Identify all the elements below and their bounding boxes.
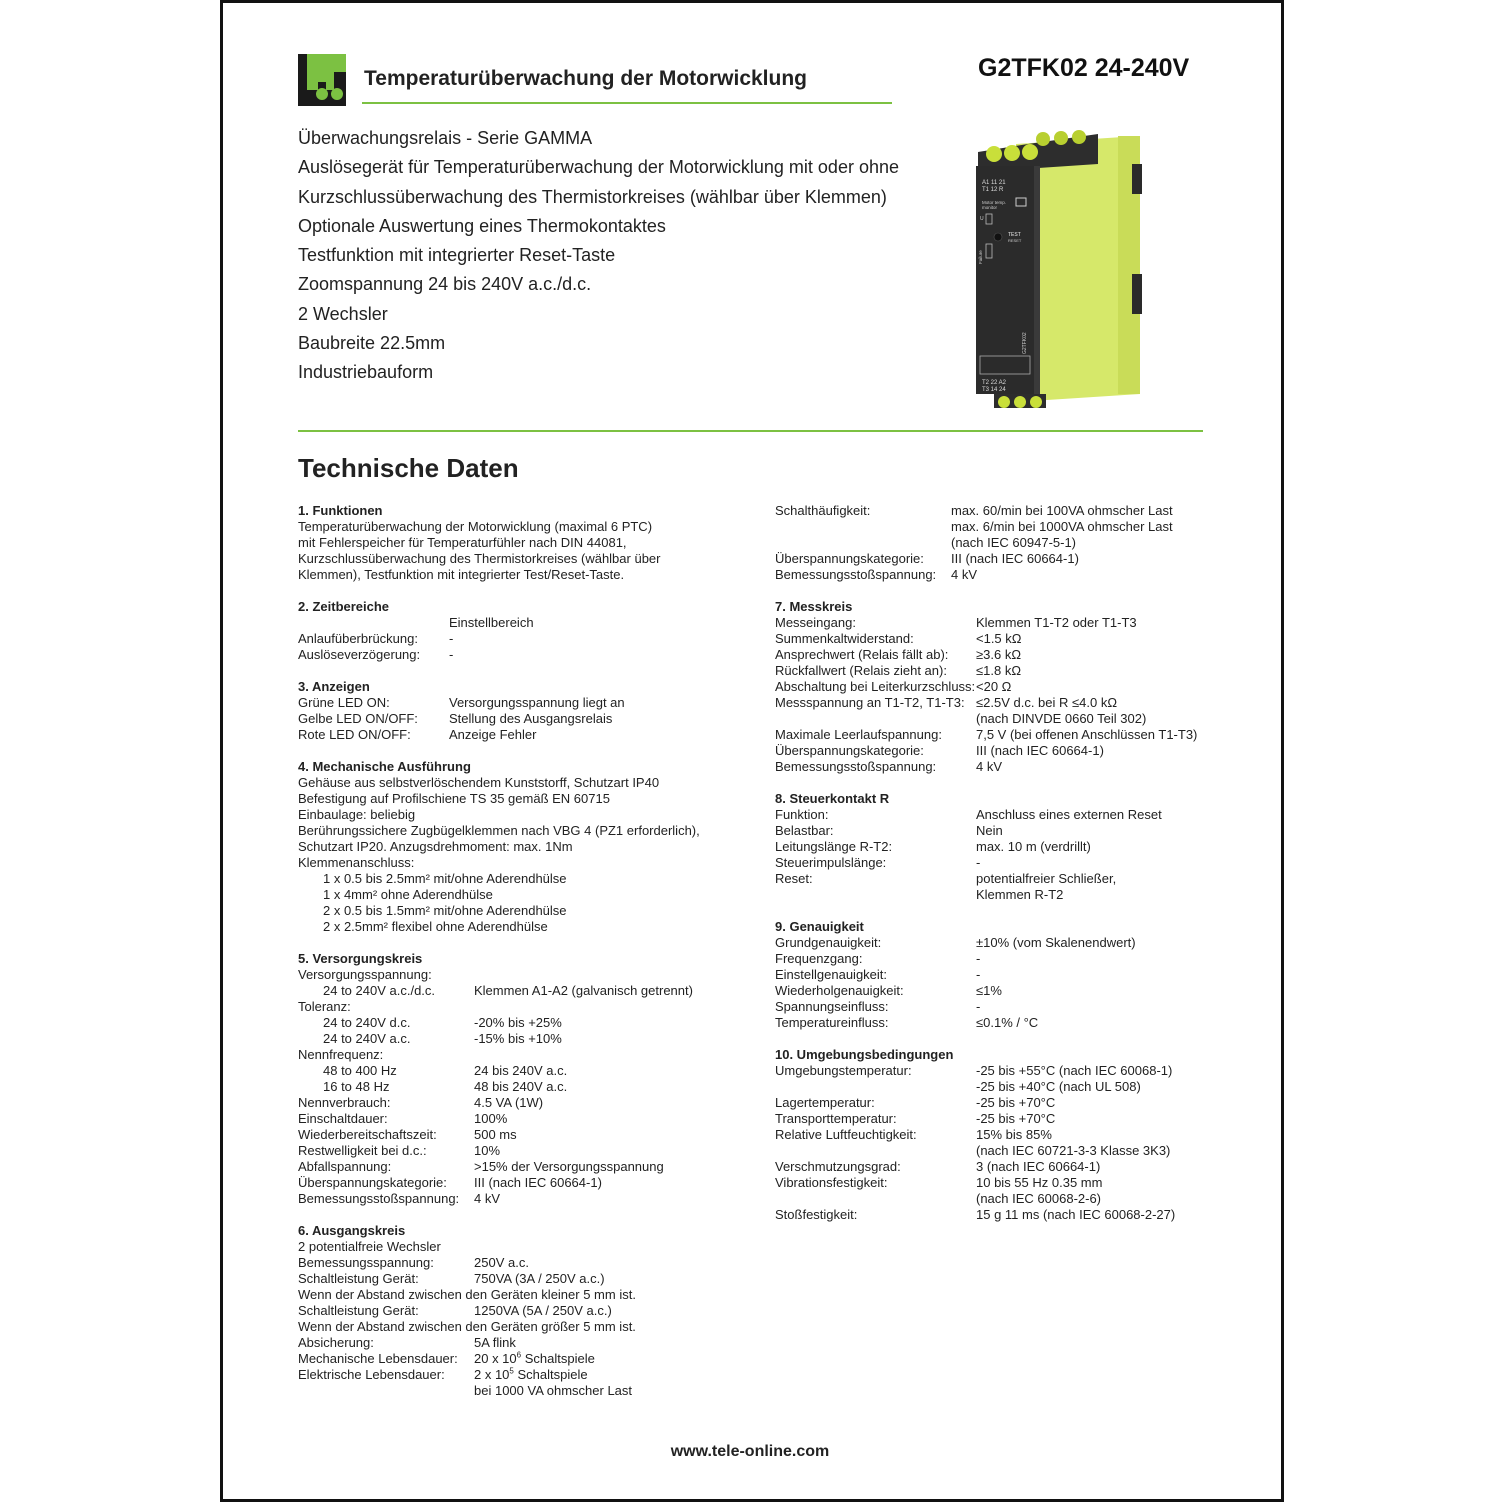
section-supply xyxy=(298,951,758,1207)
spec-value: Nein xyxy=(976,823,1003,838)
spec-row xyxy=(775,551,1215,567)
spec-value: 4 kV xyxy=(951,567,978,582)
spec-key: Absicherung: xyxy=(298,1335,374,1350)
spec-value: 4 kV xyxy=(976,759,1003,774)
spec-key: Grundgenauigkeit: xyxy=(775,935,882,950)
spec-row xyxy=(775,759,1215,775)
spec-key: Ansprechwert (Relais fällt ab): xyxy=(775,647,949,662)
spec-key: Leitungslänge R-T2: xyxy=(775,839,893,854)
spec-key: Abschaltung bei Leiterkurzschluss: xyxy=(775,679,976,694)
spec-key: Summenkaltwiderstand: xyxy=(775,631,914,646)
spec-row xyxy=(775,647,1215,663)
spec-row xyxy=(775,951,1215,967)
device-failure-label: Failure xyxy=(978,250,983,264)
spec-row xyxy=(775,967,1215,983)
spec-value: -15% bis +10% xyxy=(474,1031,562,1046)
spec-value: -25 bis +70°C xyxy=(976,1095,1056,1110)
spec-row xyxy=(298,1031,758,1047)
text-line: Wenn der Abstand zwischen den Geräten kleiner 5 mm ist. xyxy=(298,1287,636,1302)
text-line: Wenn der Abstand zwischen den Geräten größer 5 mm ist. xyxy=(298,1319,636,1334)
spec-row xyxy=(298,1351,758,1367)
spec-value: <20 Ω xyxy=(976,679,1012,694)
spec-key: Wiederbereitschaftszeit: xyxy=(298,1127,437,1142)
spec-row xyxy=(775,615,1215,631)
text-line: Klemmenanschluss: xyxy=(298,855,415,870)
spec-key: Wiederholgenauigkeit: xyxy=(775,983,904,998)
spec-value: -25 bis +40°C (nach UL 508) xyxy=(976,1079,1141,1094)
feature-item: Baubreite 22.5mm xyxy=(298,333,446,354)
spec-row xyxy=(775,855,1215,871)
spec-key: Mechanische Lebensdauer: xyxy=(298,1351,458,1366)
footer-website-link[interactable]: www.tele-online.com xyxy=(670,1443,830,1460)
spec-value: 24 bis 240V a.c. xyxy=(474,1063,568,1078)
spec-value: ≤1.8 kΩ xyxy=(976,663,1022,678)
spec-value: ≥3.6 kΩ xyxy=(976,647,1022,662)
tech-data-left-column xyxy=(298,503,758,1415)
spec-row xyxy=(298,695,758,711)
spec-value: Klemmen A1-A2 (galvanisch getrennt) xyxy=(474,983,693,998)
spec-row xyxy=(298,1015,758,1031)
section-measuring xyxy=(775,599,1215,775)
spec-key: Überspannungskategorie: xyxy=(298,1175,447,1190)
feature-item: Zoomspannung 24 bis 240V a.c./d.c. xyxy=(298,274,592,295)
text-line: Gehäuse aus selbstverlöschendem Kunststorff, Schutzart IP40 xyxy=(298,775,660,790)
spec-value: (nach IEC 60947-5-1) xyxy=(951,535,1077,550)
spec-value: (nach IEC 60721-3-3 Klasse 3K3) xyxy=(976,1143,1171,1158)
spec-row xyxy=(775,503,1215,519)
spec-value: 750VA (3A / 250V a.c.) xyxy=(474,1271,605,1286)
spec-value: III (nach IEC 60664-1) xyxy=(474,1175,602,1190)
spec-value: ≤0.1% / °C xyxy=(976,1015,1039,1030)
spec-key: Einschaltdauer: xyxy=(298,1111,388,1126)
spec-row xyxy=(775,711,1215,727)
section-divider xyxy=(298,430,1203,432)
terminal-line: 2 x 0.5 bis 1.5mm² mit/ohne Aderendhülse xyxy=(323,903,567,918)
spec-value: 10% xyxy=(474,1143,501,1158)
spec-key: Auslöseverzögerung: xyxy=(298,647,421,662)
spec-value: 15 g 11 ms (nach IEC 60068-2-27) xyxy=(976,1207,1176,1222)
spec-value: >15% der Versorgungsspannung xyxy=(474,1159,664,1174)
spec-value: Anzeige Fehler xyxy=(449,727,537,742)
spec-value: 48 bis 240V a.c. xyxy=(474,1079,568,1094)
spec-key: Gelbe LED ON/OFF: xyxy=(298,711,418,726)
spec-row xyxy=(775,839,1215,855)
spec-row xyxy=(298,1383,758,1399)
spec-row xyxy=(775,1207,1215,1223)
spec-key: Funktion: xyxy=(775,807,829,822)
spec-row xyxy=(298,631,758,647)
spec-key: Vibrationsfestigkeit: xyxy=(775,1175,888,1190)
feature-item: Optionale Auswertung eines Thermokontaktes xyxy=(298,215,666,236)
spec-row xyxy=(298,615,758,631)
spec-row xyxy=(775,743,1215,759)
device-reset-knob xyxy=(994,233,1002,241)
spec-value: (nach IEC 60068-2-6) xyxy=(976,1191,1102,1206)
device-terminal-label: T3 14 24 xyxy=(982,387,1006,393)
spec-value: potentialfreier Schließer, xyxy=(976,871,1117,886)
section-title: 2. Zeitbereiche xyxy=(298,599,390,614)
device-terminal-label: T2 22 A2 xyxy=(982,380,1007,386)
spec-row xyxy=(775,1159,1215,1175)
spec-key: Bemessungsstoßspannung: xyxy=(298,1191,460,1206)
spec-value: 500 ms xyxy=(474,1127,517,1142)
spec-row xyxy=(298,1255,758,1271)
feature-list xyxy=(298,124,899,388)
feature-item: Überwachungsrelais - Serie GAMMA xyxy=(298,128,593,148)
section-title: 10. Umgebungsbedingungen xyxy=(775,1047,954,1062)
spec-value: Anschluss eines externen Reset xyxy=(976,807,1162,822)
spec-value: max. 60/min bei 100VA ohmscher Last xyxy=(951,503,1173,518)
section-mechanical xyxy=(298,759,758,935)
section-indicators xyxy=(298,679,758,743)
text-line: Toleranz: xyxy=(298,999,351,1014)
spec-value: 2 x $10^5$ Schaltspiele xyxy=(474,1366,588,1382)
spec-row xyxy=(775,1143,1215,1159)
column-header: Einstellbereich xyxy=(449,615,534,630)
spec-key: 24 to 240V d.c. xyxy=(323,1015,411,1030)
spec-key: Bemessungsstoßspannung: xyxy=(775,567,937,582)
spec-row xyxy=(298,1063,758,1079)
spec-row xyxy=(298,1159,758,1175)
spec-value: (nach DINVDE 0660 Teil 302) xyxy=(976,711,1147,726)
spec-row xyxy=(298,647,758,663)
text-line: Kurzschlussüberwachung des Thermistorkreises (wählbar über xyxy=(298,551,661,566)
section-title: 3. Anzeigen xyxy=(298,679,370,694)
section-output xyxy=(298,1223,758,1399)
spec-value: 1250VA (5A / 250V a.c.) xyxy=(474,1303,612,1318)
spec-key: Belastbar: xyxy=(775,823,834,838)
feature-item: 2 Wechsler xyxy=(298,303,388,324)
section-title: 9. Genauigkeit xyxy=(775,919,864,934)
spec-row xyxy=(298,727,758,743)
section-functions xyxy=(298,503,758,583)
spec-row xyxy=(298,711,758,727)
feature-item: Industriebauform xyxy=(298,362,434,383)
spec-value: max. 6/min bei 1000VA ohmscher Last xyxy=(951,519,1173,534)
spec-row xyxy=(298,1271,758,1287)
spec-row xyxy=(775,823,1215,839)
spec-key: Anlaufüberbrückung: xyxy=(298,631,418,646)
spec-key: Überspannungskategorie: xyxy=(775,743,924,758)
spec-value: III (nach IEC 60664-1) xyxy=(951,551,1079,566)
spec-key: Reset: xyxy=(775,871,813,886)
spec-key: Frequenzgang: xyxy=(775,951,863,966)
spec-row xyxy=(775,679,1215,695)
spec-row xyxy=(775,807,1215,823)
text-line: mit Fehlerspeicher für Temperaturfühler nach DIN 44081, xyxy=(298,535,627,550)
tech-data-right-column xyxy=(775,503,1215,1239)
section-title: 8. Steuerkontakt R xyxy=(775,791,890,806)
text-line: Nennfrequenz: xyxy=(298,1047,384,1062)
tech-data-heading: Technische Daten xyxy=(298,453,519,483)
device-terminal-label: T1 12 R xyxy=(982,187,1004,193)
feature-item: Kurzschlussüberwachung des Thermistorkreises (wählbar über Klemmen) xyxy=(298,186,887,207)
spec-value: - xyxy=(449,631,454,646)
spec-key: Überspannungskategorie: xyxy=(775,551,924,566)
spec-row xyxy=(298,1111,758,1127)
spec-key: Rote LED ON/OFF: xyxy=(298,727,411,742)
spec-value: - xyxy=(976,967,981,982)
spec-key: Restwelligkeit bei d.c.: xyxy=(298,1143,427,1158)
spec-value: 10 bis 55 Hz 0.35 mm xyxy=(976,1175,1103,1190)
text-line: Temperaturüberwachung der Motorwicklung (maximal 6 PTC) xyxy=(298,519,653,534)
subtitle-underline xyxy=(362,102,892,104)
spec-row xyxy=(298,1175,758,1191)
spec-key: Verschmutzungsgrad: xyxy=(775,1159,901,1174)
device-led-label: U xyxy=(980,216,984,222)
text-line: Einbaulage: beliebig xyxy=(298,807,416,822)
spec-key: Messeingang: xyxy=(775,615,856,630)
text-line: 2 potentialfreie Wechsler xyxy=(298,1239,441,1254)
product-subtitle: Temperaturüberwachung der Motorwicklung xyxy=(364,67,807,90)
spec-key: Nennverbrauch: xyxy=(298,1095,391,1110)
spec-key: 24 to 240V a.c./d.c. xyxy=(323,983,436,998)
spec-row xyxy=(298,1191,758,1207)
spec-row xyxy=(775,983,1215,999)
spec-value: -20% bis +25% xyxy=(474,1015,562,1030)
section-title: 6. Ausgangskreis xyxy=(298,1223,406,1238)
section-time-ranges xyxy=(298,599,758,663)
spec-row xyxy=(298,1143,758,1159)
device-terminal-label: A1 11 21 xyxy=(982,180,1006,186)
spec-value: max. 10 m (verdrillt) xyxy=(976,839,1091,854)
spec-value: 7,5 V (bei offenen Anschlüssen T1-T3) xyxy=(976,727,1198,742)
spec-key: Schaltleistung Gerät: xyxy=(298,1271,419,1286)
spec-key: 24 to 240V a.c. xyxy=(323,1031,411,1046)
spec-row xyxy=(775,567,1215,583)
spec-row xyxy=(775,695,1215,711)
spec-row xyxy=(298,983,758,999)
text-line: Berührungssichere Zugbügelklemmen nach VBG 4 (PZ1 erforderlich), xyxy=(298,823,700,838)
spec-key: 48 to 400 Hz xyxy=(323,1063,397,1078)
section-title: 4. Mechanische Ausführung xyxy=(298,759,471,774)
product-code: G2TFK02 24-240V xyxy=(978,54,1190,82)
device-label: Motor temp. xyxy=(982,200,1007,205)
spec-value: 250V a.c. xyxy=(474,1255,529,1270)
spec-row xyxy=(775,1015,1215,1031)
spec-row xyxy=(775,871,1215,887)
spec-key: Transporttemperatur: xyxy=(775,1111,897,1126)
spec-row xyxy=(775,1191,1215,1207)
section-title: 5. Versorgungskreis xyxy=(298,951,423,966)
device-model-label: G2TFK02 xyxy=(1022,332,1028,354)
spec-row xyxy=(298,1367,758,1383)
spec-key: Rückfallwert (Relais zieht an): xyxy=(775,663,947,678)
feature-item: Testfunktion mit integrierter Reset-Taste xyxy=(298,245,616,266)
spec-row xyxy=(775,1095,1215,1111)
section-title: 1. Funktionen xyxy=(298,503,383,518)
relay-device-image xyxy=(968,124,1148,414)
spec-key: 16 to 48 Hz xyxy=(323,1079,390,1094)
spec-row xyxy=(775,1063,1215,1079)
device-reset-label: RESET xyxy=(1008,238,1022,243)
spec-key: Umgebungstemperatur: xyxy=(775,1063,912,1078)
spec-value: - xyxy=(976,999,981,1014)
spec-row xyxy=(298,1303,758,1319)
spec-key: Spannungseinfluss: xyxy=(775,999,889,1014)
spec-value: 4 kV xyxy=(474,1191,501,1206)
spec-value: <1.5 kΩ xyxy=(976,631,1022,646)
section-output-cont xyxy=(775,503,1215,583)
spec-value: 3 (nach IEC 60664-1) xyxy=(976,1159,1101,1174)
terminal-line: 1 x 0.5 bis 2.5mm² mit/ohne Aderendhülse xyxy=(323,871,567,886)
spec-value: ≤2.5V d.c. bei R ≤4.0 kΩ xyxy=(976,695,1118,710)
device-label: monitor xyxy=(982,205,998,210)
section-title: 7. Messkreis xyxy=(775,599,853,614)
terminal-line: 1 x 4mm² ohne Aderendhülse xyxy=(323,887,493,902)
spec-key: Temperatureinfluss: xyxy=(775,1015,889,1030)
spec-key: Relative Luftfeuchtigkeit: xyxy=(775,1127,917,1142)
spec-row xyxy=(775,663,1215,679)
spec-value: Stellung des Ausgangsrelais xyxy=(449,711,613,726)
spec-value: III (nach IEC 60664-1) xyxy=(976,743,1104,758)
spec-row xyxy=(775,1127,1215,1143)
spec-value: -25 bis +70°C xyxy=(976,1111,1056,1126)
spec-row xyxy=(775,727,1215,743)
spec-value: 20 x $10^6$ Schaltspiele xyxy=(474,1350,595,1366)
spec-key: Einstellgenauigkeit: xyxy=(775,967,888,982)
spec-value: bei 1000 VA ohmscher Last xyxy=(474,1383,633,1398)
spec-key: Lagertemperatur: xyxy=(775,1095,875,1110)
spec-value: 15% bis 85% xyxy=(976,1127,1052,1142)
spec-value: ±10% (vom Skalenendwert) xyxy=(976,935,1136,950)
spec-value: 4.5 VA (1W) xyxy=(474,1095,544,1110)
spec-key: Abfallspannung: xyxy=(298,1159,392,1174)
spec-row xyxy=(775,1175,1215,1191)
spec-key: Steuerimpulslänge: xyxy=(775,855,887,870)
spec-row xyxy=(298,1127,758,1143)
tele-logo-icon xyxy=(298,54,346,106)
spec-value: - xyxy=(976,951,981,966)
spec-row xyxy=(775,887,1215,903)
spec-value: ≤1% xyxy=(976,983,1002,998)
spec-value: 100% xyxy=(474,1111,508,1126)
spec-key: Grüne LED ON: xyxy=(298,695,390,710)
spec-key: Bemessungsstoßspannung: xyxy=(775,759,937,774)
spec-row xyxy=(775,935,1215,951)
spec-value: Versorgungsspannung liegt an xyxy=(449,695,625,710)
spec-key: Bemessungsspannung: xyxy=(298,1255,434,1270)
spec-row xyxy=(775,999,1215,1015)
spec-key: Messspannung an T1-T2, T1-T3: xyxy=(775,695,965,710)
spec-row xyxy=(775,519,1215,535)
text-line: Befestigung auf Profilschiene TS 35 gemäß EN 60715 xyxy=(298,791,610,806)
spec-key: Stoßfestigkeit: xyxy=(775,1207,858,1222)
terminal-line: 2 x 2.5mm² flexibel ohne Aderendhülse xyxy=(323,919,548,934)
section-control-contact xyxy=(775,791,1215,903)
spec-row xyxy=(775,1079,1215,1095)
section-accuracy xyxy=(775,919,1215,1031)
section-environment xyxy=(775,1047,1215,1223)
spec-value: Klemmen R-T2 xyxy=(976,887,1064,902)
spec-key: Schaltleistung Gerät: xyxy=(298,1303,419,1318)
feature-item: Auslösegerät für Temperaturüberwachung der Motorwicklung mit oder ohne xyxy=(298,157,899,178)
spec-key: Maximale Leerlaufspannung: xyxy=(775,727,942,742)
spec-value: - xyxy=(976,855,981,870)
text-line: Versorgungsspannung: xyxy=(298,967,432,982)
spec-row xyxy=(775,1111,1215,1127)
spec-value: - xyxy=(449,647,454,662)
text-line: Klemmen), Testfunktion mit integrierter Test/Reset-Taste. xyxy=(298,567,625,582)
spec-value: -25 bis +55°C (nach IEC 60068-1) xyxy=(976,1063,1173,1078)
spec-key: Elektrische Lebensdauer: xyxy=(298,1367,445,1382)
spec-key: Schalthäufigkeit: xyxy=(775,503,871,518)
spec-value: Klemmen T1-T2 oder T1-T3 xyxy=(976,615,1137,630)
spec-row xyxy=(298,1079,758,1095)
spec-row xyxy=(775,535,1215,551)
spec-row xyxy=(775,631,1215,647)
spec-value: 5A flink xyxy=(474,1335,516,1350)
device-test-label: TEST xyxy=(1008,232,1021,238)
spec-row xyxy=(298,1335,758,1351)
text-line: Schutzart IP20. Anzugsdrehmoment: max. 1Nm xyxy=(298,839,573,854)
spec-row xyxy=(298,1095,758,1111)
